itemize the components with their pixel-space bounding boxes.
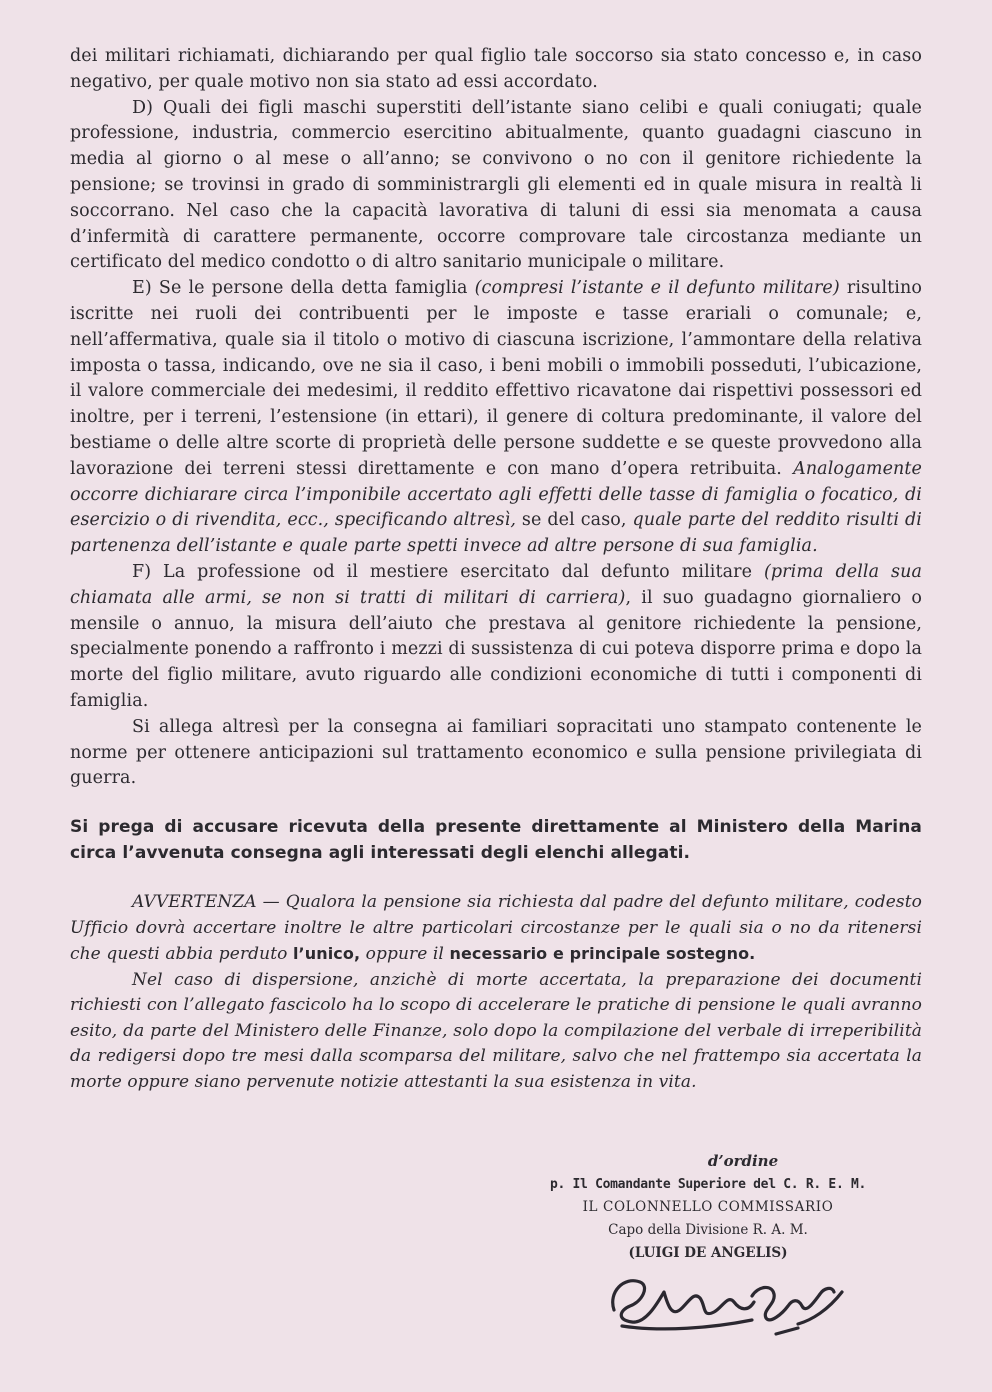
avvertenza-text-a: AVVERTENZA — Qualora la pensione sia richiesta dal padre del defunto militare, codesto Ufficio dovrà accertare inoltre le altre particolari circostanze per le quali sia o no da ritenersi che questi abbia perduto <box>70 892 922 965</box>
capo-divisione-line: Capo della Divisione R. A. M. <box>608 1222 808 1238</box>
paragraph-intro: dei militari richiamati, dichiarando per qual figlio tale soccorso sia stato concesso e, in caso negativo, per quale motivo non sia stato ad essi accordato. <box>70 46 922 92</box>
paragraph-f <box>70 560 922 715</box>
colonnello-line: IL COLONNELLO COMMISSARIO <box>582 1199 834 1215</box>
paragraph-f-italic-1: (prima della sua chiamata alle armi, se non si tratti di militari di carriera) <box>70 561 922 608</box>
signatory-name: (LUIGI DE ANGELIS) <box>628 1245 788 1261</box>
avvertenza-section <box>70 890 922 1095</box>
avvertenza-bold-unico: l’unico, <box>292 944 361 964</box>
paragraph-e-italic-1: (compresi l’istante e il defunto militare) <box>474 278 840 299</box>
paragraph-d: D) Quali dei figli maschi superstiti dell’istante siano celibi e quali coniugati; quale professione, industria, commercio esercitino abitualmente, quanto guadagni ciascuno in media al giorno o al mese o all’anno; se convivono o no con il genitore richiedente la pensione; se trovinsi in grado di somministrargli gli elementi ed in quale misura in realtà li soccorrano. Nel caso che la capacità lavorativa di taluni di essi sia menomata a causa d’infermità di carattere permanente, occorre comprovare tale circostanza mediante un certificato del medico condotto o di altro sanitario municipale o militare. <box>70 97 922 273</box>
paragraph-e-italic-3: quale parte del reddito risulti di partenenza dell’istante e quale parte spetti invece ad altre persone di sua famiglia. <box>70 510 922 557</box>
dordine-label: d’ordine <box>707 1152 779 1170</box>
paragraph-e-italic-2: Analogamente occorre dichiarare circa l’imponibile accertato agli effetti delle tasse di famiglia o focatico, di esercizio o di rivendita, ecc., specificando altresì, <box>70 458 922 531</box>
paragraph-e-text-3: se del caso, <box>515 510 633 531</box>
notice-prega: Si prega di accusare ricevuta della presente direttamente al Ministero della Marina circa l’avvenuta consegna agli interessati degli elenchi allegati. <box>70 817 922 864</box>
paragraph-f-text-1: F) La professione od il mestiere esercitato dal defunto militare <box>132 561 764 582</box>
signature-block <box>548 1150 868 1265</box>
paragraph-f-text-2: , il suo guadagno giornaliero o mensile o annuo, la misura dell’aiuto che prestava al genitore richiedente la pensione, specialmente ponendo a raffronto i mezzi di sussistenza di cui poteva disporre prima e dopo la morte del figlio militare, avuto riguardo alle condizioni economiche di tutti i componenti di famiglia. <box>70 587 922 711</box>
paragraph-e-text-2: risultino iscritte nei ruoli dei contribuenti per le imposte e tasse erariali o comunale; e, nell’affermativa, quale sia il titolo o motivo di ciascuna iscrizione, l’ammontare della relativa imposta o tassa, indicando, ove ne sia il caso, i beni mobili o immobili posseduti, l’ubicazione, il valore commerciale dei medesimi, il reddito effettivo ricavatone dai rispettivi possessori ed inoltre, per i terreni, l’estensione (in ettari), il genere di coltura predominante, il valore del bestiame o delle altre scorte di proprietà delle persone suddette e se queste provvedono alla lavorazione dei terreni stessi direttamente e con mano d’opera retribuita. <box>70 278 922 479</box>
paragraph-allega: Si allega altresì per la consegna ai familiari sopracitati uno stampato contenente le norme per ottenere anticipazioni sul trattamento economico e sulla pensione privilegiata di guerra. <box>70 716 922 789</box>
avvertenza-paragraph-2: Nel caso di dispersione, anzichè di morte accertata, la preparazione dei documenti richiesti con l’allegato fascicolo ha lo scopo di accelerare le pratiche di pensione le quali avranno esito, da parte del Ministero delle Finanze, solo dopo la compilazione del verbale di irreperibilità da redigersi dopo tre mesi dalla scomparsa del militare, salvo che nel frattempo sia accertata la morte oppure siano pervenute notizie attestanti la sua esistenza in vita. <box>70 969 922 1092</box>
comandante-line: p. Il Comandante Superiore del C. R. E. M. <box>549 1177 867 1192</box>
paragraph-e <box>70 276 922 560</box>
avvertenza-bold-sostegno: necessario e principale sostegno. <box>449 944 756 964</box>
paragraph-e-text-1: E) Se le persone della detta famiglia <box>132 278 475 299</box>
avvertenza-paragraph-1 <box>70 890 922 968</box>
avvertenza-text-c: oppure il <box>360 944 450 965</box>
handwritten-signature <box>602 1262 862 1342</box>
